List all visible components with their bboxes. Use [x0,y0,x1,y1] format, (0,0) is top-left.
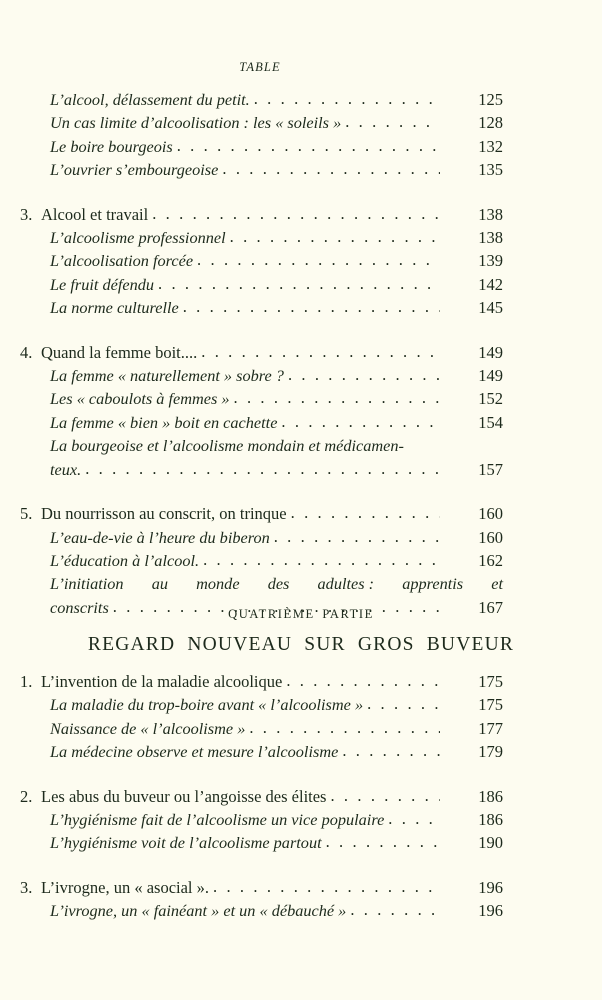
part-kicker: QUATRIÈME PARTIE [228,607,374,621]
dot-leader [177,134,440,157]
toc-entry-label: La maladie du trop-boire avant « l’alcoolisme » [50,695,364,715]
toc-entry-label: Alcool et travail [41,204,149,224]
dot-leader [342,739,440,762]
toc-page-number[interactable]: 154 [478,412,503,432]
toc-entry-label: La médecine observe et mesure l’alcoolisme [50,742,339,762]
dot-leader [367,692,440,715]
dot-leader [152,202,440,225]
toc-entry[interactable] [20,502,503,525]
dot-leader [350,898,440,921]
toc-subentry[interactable] [20,717,503,740]
toc-group [20,785,503,855]
dot-leader [291,501,440,524]
dot-leader [197,248,440,271]
part-heading-block [0,607,602,656]
toc-page-number[interactable]: 196 [478,901,503,921]
toc-entry-word: monde [196,574,240,594]
dot-leader [286,669,440,692]
toc-entry-label: L’ivrogne, un « asocial ». [41,877,210,897]
toc-page-number[interactable]: 175 [478,695,503,715]
toc-entry[interactable] [20,670,503,693]
toc-subentry[interactable] [20,296,503,319]
toc-entry[interactable] [20,876,503,899]
toc-entry-label: L’hygiénisme voit de l’alcoolisme partout [50,833,322,853]
toc-entry-word: au [151,574,168,594]
toc-subentry[interactable] [20,693,503,716]
table-of-contents-upper [20,88,503,619]
dot-leader [274,525,440,548]
toc-entry-wrapped-line1[interactable] [20,572,503,595]
toc-subentry[interactable] [20,88,503,111]
toc-page-number[interactable]: 149 [478,342,503,362]
dot-leader [203,548,440,571]
toc-page-number[interactable]: 157 [478,459,503,479]
dot-leader [230,225,440,248]
toc-page-number[interactable]: 132 [478,136,503,156]
toc-entry-label: L’eau-de-vie à l’heure du biberon [50,527,270,547]
toc-entry-word: La bourgeoise et l’alcoolisme mondain et médicamen- [50,436,404,456]
toc-entry-label: La femme « naturellement » sobre ? [50,366,284,386]
toc-page-number[interactable]: 162 [478,550,503,570]
toc-entry-number: 4. [20,342,33,362]
toc-page-number[interactable]: 186 [478,786,503,806]
dot-leader [183,295,440,318]
toc-group [20,203,503,320]
toc-subentry[interactable] [20,158,503,181]
dot-leader [326,830,440,853]
toc-entry-label: Un cas limite d’alcoolisation : les « soleils » [50,113,342,133]
toc-subentry[interactable] [20,549,503,572]
toc-subentry[interactable] [20,249,503,272]
toc-entry-number: 3. [20,204,33,224]
toc-subentry[interactable] [20,899,503,922]
toc-subentry[interactable] [20,740,503,763]
toc-page-number[interactable]: 177 [478,718,503,738]
dot-leader [254,87,440,110]
toc-page-number[interactable]: 139 [478,251,503,271]
toc-page-number[interactable]: 196 [478,877,503,897]
toc-entry-label: L’invention de la maladie alcoolique [41,672,283,691]
dot-leader [330,784,440,807]
toc-group [20,670,503,764]
toc-entry-number: 3. [20,877,33,897]
toc-entry-number: 2. [20,786,33,806]
toc-page-number[interactable]: 160 [478,527,503,547]
dot-leader [249,716,440,739]
toc-page-number[interactable]: 152 [478,389,503,409]
toc-entry-label: L’ouvrier s’embourgeoise [50,160,219,180]
toc-entry-label: Naissance de « l’alcoolisme » [50,718,246,738]
toc-entry-number: 1. [20,672,33,691]
dot-leader [234,386,440,409]
toc-entry-word: des [267,574,290,594]
toc-page-number[interactable]: 142 [478,274,503,294]
toc-entry-label: L’ivrogne, un « fainéant » et un « débauché » [50,901,347,921]
table-of-contents-lower [20,670,503,923]
toc-entry-label: conscrits [50,597,109,617]
toc-entry-wrapped-line2[interactable] [20,458,503,481]
toc-page-number[interactable]: 175 [478,672,503,691]
toc-entry-word: adultes : [317,574,375,594]
dot-leader [281,410,440,433]
toc-entry-label [50,434,503,457]
toc-subentry[interactable] [20,111,503,134]
toc-page-number[interactable]: 138 [478,204,503,224]
toc-page-number[interactable]: 145 [478,298,503,318]
toc-entry-label: L’alcool, délassement du petit. [50,90,250,109]
toc-page-number[interactable]: 190 [478,833,503,853]
toc-page-number[interactable]: 186 [478,810,503,830]
dot-leader [158,272,440,295]
running-head: TABLE [239,60,281,74]
part-title: REGARD NOUVEAU SUR GROS BUVEUR [87,634,515,655]
toc-entry-label: La norme culturelle [50,298,179,318]
toc-group [20,876,503,923]
toc-subentry[interactable] [20,226,503,249]
dot-leader [201,340,440,363]
toc-page-number[interactable]: 160 [478,504,503,524]
toc-subentry[interactable] [20,411,503,434]
toc-page-number[interactable]: 179 [478,742,503,762]
toc-subentry[interactable] [20,831,503,854]
toc-group [20,502,503,619]
dot-leader [388,807,440,830]
toc-subentry[interactable] [20,526,503,549]
dot-leader [345,110,440,133]
toc-entry-word: et [491,574,503,594]
toc-entry-word: apprentis [402,574,464,594]
toc-entry-label: Le boire bourgeois [50,136,173,156]
toc-entry-label: Du nourrisson au conscrit, on trinque [41,504,287,524]
toc-entry-label: L’alcoolisation forcée [50,251,194,271]
toc-entry-label: Le fruit défendu [50,274,155,294]
toc-entry-label: La femme « bien » boit en cachette [50,412,278,432]
dot-leader [85,457,440,480]
toc-subentry[interactable] [20,364,503,387]
toc-group [20,341,503,481]
toc-page-number[interactable]: 125 [478,90,503,109]
toc-entry-label: L’alcoolisme professionnel [50,228,226,248]
toc-page-number[interactable]: 167 [478,597,503,617]
toc-subentry[interactable] [20,273,503,296]
toc-page-number[interactable]: 149 [478,366,503,386]
toc-entry-label: teux. [50,459,82,479]
toc-entry-label: Quand la femme boit.... [41,342,198,362]
toc-entry-label [50,572,503,595]
toc-page-number[interactable]: 135 [478,160,503,180]
toc-entry-word: L’initiation [50,574,124,594]
toc-entry[interactable] [20,341,503,364]
toc-subentry[interactable] [20,808,503,831]
toc-entry[interactable] [20,785,503,808]
dot-leader [213,875,440,898]
toc-entry-label: Les abus du buveur ou l’angoisse des élites [41,786,327,806]
toc-entry-label: L’éducation à l’alcool. [50,550,200,570]
toc-group [20,88,503,182]
toc-page-number[interactable]: 128 [478,113,503,133]
toc-entry-label: L’hygiénisme fait de l’alcoolisme un vice populaire [50,810,385,830]
toc-page-number[interactable]: 138 [478,228,503,248]
toc-entry-number: 5. [20,504,33,524]
toc-subentry[interactable] [20,135,503,158]
toc-entry-wrapped-line1[interactable] [20,434,503,457]
toc-entry-label: Les « caboulots à femmes » [50,389,230,409]
toc-subentry[interactable] [20,387,503,410]
toc-entry[interactable] [20,203,503,226]
dot-leader [288,363,440,386]
dot-leader [222,157,440,180]
